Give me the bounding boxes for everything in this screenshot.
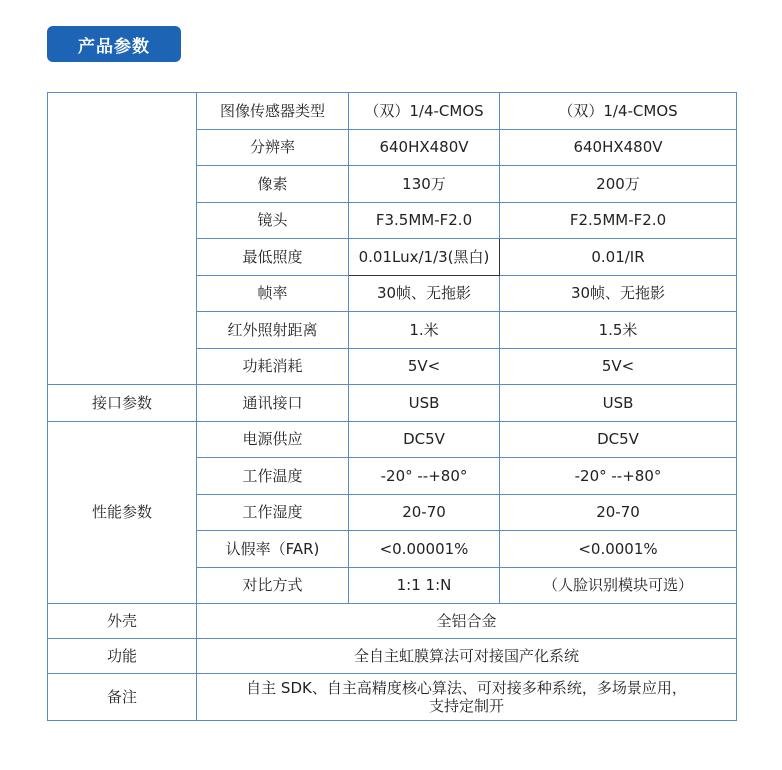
param-value-2: 30帧、无拖影 xyxy=(500,275,737,312)
param-value-1: USB xyxy=(349,385,500,422)
group-label-interface: 接口参数 xyxy=(48,385,197,422)
notes-line-1: 自主 SDK、自主高精度核心算法、可对接多种系统，多场景应用， xyxy=(246,679,687,697)
param-value-2: 0.01/IR xyxy=(500,239,737,276)
param-label: 工作湿度 xyxy=(197,494,349,531)
group-cell-empty xyxy=(48,93,197,385)
param-value-1: <0.00001% xyxy=(349,531,500,568)
table-row xyxy=(48,93,737,130)
param-value-1: 0.01Lux/1/3(黑白) xyxy=(349,239,500,276)
spec-table xyxy=(47,92,737,721)
param-label: 帧率 xyxy=(197,275,349,312)
param-value-2: <0.0001% xyxy=(500,531,737,568)
group-label-performance: 性能参数 xyxy=(48,421,197,604)
param-value-2: 20-70 xyxy=(500,494,737,531)
param-label: 像素 xyxy=(197,166,349,203)
param-value-2: 640HX480V xyxy=(500,129,737,166)
shell-label: 外壳 xyxy=(48,604,197,639)
param-value-2: 200万 xyxy=(500,166,737,203)
table-row xyxy=(48,385,737,422)
param-value-2: F2.5MM-F2.0 xyxy=(500,202,737,239)
table-row xyxy=(48,639,737,674)
param-value-1: 5V< xyxy=(349,348,500,385)
param-label: 通讯接口 xyxy=(197,385,349,422)
param-value-1: -20° --+80° xyxy=(349,458,500,495)
param-value-2: 5V< xyxy=(500,348,737,385)
param-value-2: USB xyxy=(500,385,737,422)
param-label: 红外照射距离 xyxy=(197,312,349,349)
param-value-1: 1:1 1:N xyxy=(349,567,500,604)
param-value-1: 130万 xyxy=(349,166,500,203)
param-value-2: （人脸识别模块可选） xyxy=(500,567,737,604)
param-value-1: 20-70 xyxy=(349,494,500,531)
param-label: 认假率（FAR) xyxy=(197,531,349,568)
param-value-1: DC5V xyxy=(349,421,500,458)
shell-value: 全铝合金 xyxy=(197,604,737,639)
param-value-2: DC5V xyxy=(500,421,737,458)
param-value-2: （双）1/4-CMOS xyxy=(500,93,737,130)
param-value-1: 1.米 xyxy=(349,312,500,349)
notes-label: 备注 xyxy=(48,674,197,721)
table-row xyxy=(48,674,737,721)
param-value-2: -20° --+80° xyxy=(500,458,737,495)
param-value-1: （双）1/4-CMOS xyxy=(349,93,500,130)
notes-value xyxy=(197,674,737,721)
param-value-2: 1.5米 xyxy=(500,312,737,349)
section-title: 产品参数 xyxy=(47,26,181,62)
param-label: 最低照度 xyxy=(197,239,349,276)
param-value-1: F3.5MM-F2.0 xyxy=(349,202,500,239)
param-value-1: 30帧、无拖影 xyxy=(349,275,500,312)
function-label: 功能 xyxy=(48,639,197,674)
table-row xyxy=(48,604,737,639)
table-row xyxy=(48,421,737,458)
param-label: 工作温度 xyxy=(197,458,349,495)
function-value: 全自主虹膜算法可对接国产化系统 xyxy=(197,639,737,674)
param-value-1: 640HX480V xyxy=(349,129,500,166)
param-label: 电源供应 xyxy=(197,421,349,458)
param-label: 对比方式 xyxy=(197,567,349,604)
param-label: 分辨率 xyxy=(197,129,349,166)
notes-line-2: 支持定制开 xyxy=(428,697,504,715)
param-label: 功耗消耗 xyxy=(197,348,349,385)
param-label: 镜头 xyxy=(197,202,349,239)
param-label: 图像传感器类型 xyxy=(197,93,349,130)
